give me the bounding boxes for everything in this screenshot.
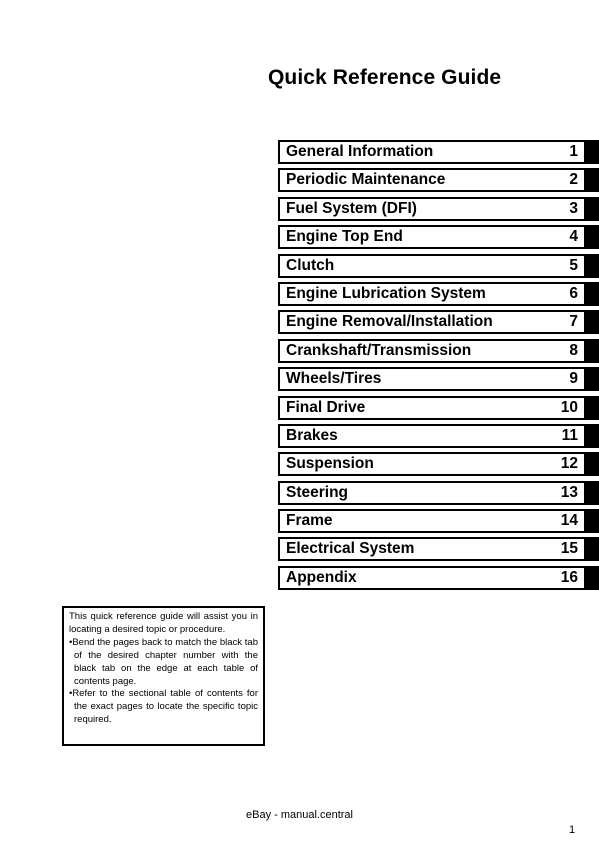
toc-row-final-drive[interactable] [278, 396, 599, 420]
toc-box [278, 367, 586, 391]
instructions-bullet: •Refer to the sectional table of contents for the exact pages to locate the specific topic required. [69, 688, 258, 726]
toc-number: 13 [560, 483, 578, 501]
chapter-tab [584, 396, 599, 420]
toc-number: 5 [569, 256, 578, 274]
toc-box [278, 254, 586, 278]
toc-box [278, 537, 586, 561]
chapter-tab [584, 282, 599, 306]
toc-row-appendix[interactable] [278, 566, 599, 590]
toc-label: Brakes [286, 426, 338, 444]
page-title: Quick Reference Guide [268, 66, 502, 89]
toc-box [278, 168, 586, 192]
toc-box [278, 509, 586, 533]
toc-row-frame[interactable] [278, 509, 599, 533]
toc-box [278, 197, 586, 221]
toc-label: Periodic Maintenance [286, 171, 446, 189]
chapter-tab [584, 339, 599, 363]
toc-number: 9 [569, 370, 578, 388]
toc-row-fuel-system[interactable] [278, 197, 599, 221]
toc-number: 1 [569, 143, 578, 160]
toc-number: 3 [569, 199, 578, 217]
toc-number: 15 [560, 540, 578, 558]
toc-box [278, 452, 586, 476]
toc-row-engine-removal-installation[interactable] [278, 310, 599, 334]
chapter-tab [584, 452, 599, 476]
instructions-box [62, 606, 265, 746]
toc-label: Engine Top End [286, 228, 403, 246]
toc-box [278, 225, 586, 249]
toc-label: Appendix [286, 568, 357, 586]
toc-label: Suspension [286, 455, 374, 473]
toc-row-suspension[interactable] [278, 452, 599, 476]
chapter-tab [584, 225, 599, 249]
toc-row-engine-top-end[interactable] [278, 225, 599, 249]
toc-box [278, 396, 586, 420]
chapter-tab [584, 310, 599, 334]
chapter-tab [584, 424, 599, 448]
toc-number: 10 [560, 398, 578, 416]
toc-row-general-information[interactable] [278, 140, 599, 164]
toc-number: 4 [569, 228, 578, 246]
toc-label: Final Drive [286, 398, 366, 416]
chapter-tab [584, 168, 599, 192]
toc-row-steering[interactable] [278, 481, 599, 505]
toc-number: 6 [569, 284, 578, 302]
chapter-tab [584, 566, 599, 590]
chapter-tab [584, 367, 599, 391]
toc-box [278, 339, 586, 363]
toc-box [278, 566, 586, 590]
toc-label: General Information [286, 143, 434, 160]
toc-box [278, 310, 586, 334]
toc-number: 2 [569, 171, 578, 189]
footer-source: eBay - manual.central [246, 809, 353, 821]
instructions-bullet: •Bend the pages back to match the black tab of the desired chapter number with the black tab on the edge at each table of contents page. [69, 636, 258, 687]
toc-number: 14 [560, 512, 578, 530]
chapter-tab [584, 197, 599, 221]
toc-row-clutch[interactable] [278, 254, 599, 278]
toc-label: Crankshaft/Transmission [286, 341, 472, 359]
toc-label: Engine Lubrication System [286, 284, 486, 302]
toc-number: 7 [569, 313, 578, 331]
chapter-tab [584, 140, 599, 164]
toc-box [278, 424, 586, 448]
toc-number: 12 [560, 455, 578, 473]
chapter-tab [584, 254, 599, 278]
toc-number: 11 [561, 426, 578, 444]
chapter-tab [584, 509, 599, 533]
toc-row-engine-lubrication-system[interactable] [278, 282, 599, 306]
table-of-contents [278, 140, 599, 594]
toc-box [278, 481, 586, 505]
toc-row-wheels-tires[interactable] [278, 367, 599, 391]
toc-label: Engine Removal/Installation [286, 313, 493, 331]
toc-box [278, 140, 586, 164]
chapter-tab [584, 481, 599, 505]
toc-number: 16 [560, 568, 578, 586]
toc-box [278, 282, 586, 306]
toc-row-crankshaft-transmission[interactable] [278, 339, 599, 363]
toc-label: Steering [286, 483, 349, 501]
page-number: 1 [569, 824, 576, 836]
toc-label: Fuel System (DFI) [286, 199, 417, 217]
chapter-tab [584, 537, 599, 561]
toc-row-electrical-system[interactable] [278, 537, 599, 561]
toc-label: Frame [286, 512, 333, 530]
instructions-intro: This quick reference guide will assist you in locating a desired topic or procedure. [69, 611, 258, 635]
toc-row-periodic-maintenance[interactable] [278, 168, 599, 192]
toc-number: 8 [569, 341, 578, 359]
toc-label: Wheels/Tires [286, 370, 382, 388]
toc-label: Electrical System [286, 540, 415, 558]
toc-label: Clutch [286, 256, 335, 274]
toc-row-brakes[interactable] [278, 424, 599, 448]
